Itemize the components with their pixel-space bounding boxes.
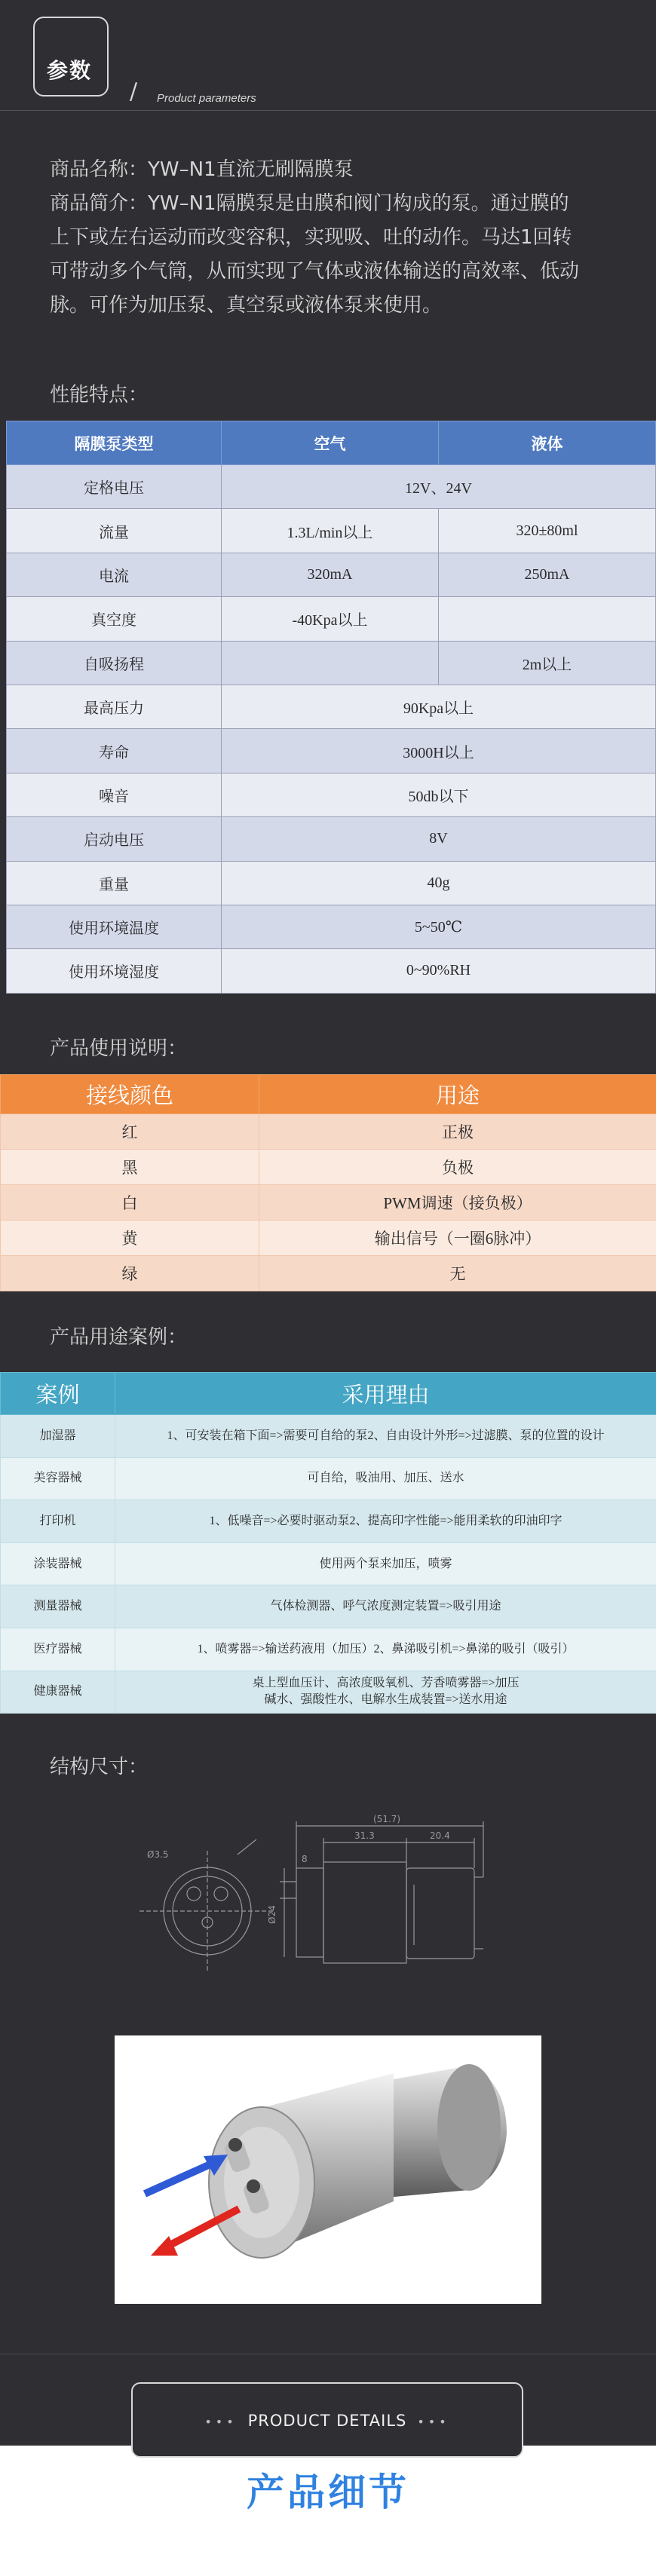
performance-title: 性能特点： [50, 384, 149, 406]
table-row [1, 1500, 656, 1543]
table-row [7, 817, 656, 861]
header-case: 案例 [1, 1373, 115, 1415]
product-details-label [133, 2412, 522, 2430]
row-value: 3000H以上 [222, 729, 656, 773]
table-row [7, 553, 656, 596]
header-divider [0, 110, 656, 111]
row-value-air: 1.3L/min以上 [222, 509, 439, 553]
wire-use: 负极 [259, 1150, 656, 1185]
table-row [1, 1185, 656, 1221]
case-name: 医疗器械 [1, 1628, 115, 1671]
header-subtitle: Product parameters [157, 92, 256, 105]
product-desc-line-2: 上下或左右运动而改变容积，实现吸、吐的动作。马达1回转 [50, 226, 572, 249]
row-value-air [222, 641, 439, 685]
case-name: 健康器械 [1, 1671, 115, 1714]
row-label: 自吸扬程 [7, 641, 222, 685]
pump-illustration [209, 2064, 507, 2258]
product-desc-line-3: 可带动多个气筒，从而实现了气体或液体输送的高效率、低动 [50, 260, 580, 283]
cases-table [0, 1372, 656, 1714]
case-reason-line-2: 碱水、强酸性水、电解水生成装置=>送水用途 [264, 1693, 507, 1707]
product-desc-line-4: 脉。可作为加压泵、真空泵或液体泵来使用。 [50, 294, 443, 317]
product-name-line: 商品名称：YW–N1直流无刷隔膜泵 [50, 158, 354, 181]
wire-use: 输出信号（一圈6脉冲） [259, 1221, 656, 1256]
table-row [7, 509, 656, 553]
wire-color: 红 [1, 1114, 259, 1150]
performance-table [6, 421, 656, 994]
wire-color: 黄 [1, 1221, 259, 1256]
table-row [7, 641, 656, 685]
case-reason [115, 1671, 656, 1714]
wire-use: PWM调速（接负极） [259, 1185, 656, 1221]
table-row [7, 861, 656, 905]
table-row [7, 949, 656, 993]
motor-side [406, 1868, 474, 1959]
row-label: 真空度 [7, 597, 222, 641]
table-row [1, 1150, 656, 1185]
dim-diameter: Ø24 [267, 1905, 277, 1924]
row-value-liquid: 2m以上 [439, 641, 656, 685]
table-row [7, 729, 656, 773]
case-name: 美容器械 [1, 1457, 115, 1500]
table-row [1, 1256, 656, 1291]
row-value-liquid: 250mA [439, 553, 656, 596]
product-photo [115, 2035, 541, 2304]
header-use: 用途 [259, 1075, 656, 1114]
case-name: 打印机 [1, 1500, 115, 1543]
table-row [1, 1585, 656, 1628]
structure-title: 结构尺寸： [50, 1756, 149, 1778]
table-row [1, 1457, 656, 1500]
case-reason: 1、低噪音=>必要时驱动泵2、提高印字性能=>能用柔软的印油印字 [115, 1500, 656, 1543]
wire-use: 正极 [259, 1114, 656, 1150]
row-value-air: -40Kpa以上 [222, 597, 439, 641]
case-reason: 1、喷雾器=>输送药液用（加压）2、鼻涕吸引机=>鼻涕的吸引（吸引） [115, 1628, 656, 1671]
dim-overall-length: (51.7) [373, 1814, 401, 1824]
case-reason: 可自给，吸油用、加压、送水 [115, 1457, 656, 1500]
row-value: 5~50℃ [222, 905, 656, 948]
table-row [7, 465, 656, 509]
product-details-text: PRODUCT DETAILS [247, 2412, 407, 2430]
usage-title: 产品使用说明： [50, 1037, 188, 1060]
wire-color: 黑 [1, 1150, 259, 1185]
table-row [1, 1542, 656, 1585]
wire-color: 白 [1, 1185, 259, 1221]
usage-table [0, 1074, 656, 1291]
row-value: 90Kpa以上 [222, 685, 656, 728]
table-row [1, 1221, 656, 1256]
row-value: 8V [222, 817, 656, 861]
row-label: 寿命 [7, 729, 222, 773]
row-value: 50db以下 [222, 773, 656, 816]
row-label: 噪音 [7, 773, 222, 816]
product-details-cn-title: 产品细节 [247, 2470, 409, 2514]
dim-port-note: Ø3.5 [147, 1849, 169, 1860]
performance-header-row [7, 421, 656, 465]
table-row [1, 1114, 656, 1150]
table-row [7, 597, 656, 641]
table-row [1, 1415, 656, 1458]
section-tag-box [33, 17, 109, 96]
header-reason: 采用理由 [115, 1373, 656, 1415]
row-value-liquid [439, 597, 656, 641]
case-reason: 使用两个泵来加压，喷雾 [115, 1542, 656, 1585]
dim-body-length: 31.3 [354, 1830, 375, 1841]
row-label: 使用环境湿度 [7, 949, 222, 993]
header-slash: / [130, 78, 138, 105]
header-air: 空气 [222, 421, 439, 465]
row-value-air: 320mA [222, 553, 439, 596]
table-row [7, 905, 656, 948]
product-details-box [131, 2382, 523, 2458]
dim-motor-length: 20.4 [430, 1830, 450, 1841]
section-tag-label: 参数 [47, 58, 93, 83]
header-liquid: 液体 [439, 421, 656, 465]
row-label: 最高压力 [7, 685, 222, 728]
pump-head-side [296, 1868, 323, 1957]
row-label: 流量 [7, 509, 222, 553]
product-desc-line-1: 商品简介：YW–N1隔膜泵是由膜和阀门构成的泵。通过膜的 [50, 192, 569, 215]
row-label: 电流 [7, 553, 222, 596]
product-intro [50, 153, 608, 323]
row-label: 定格电压 [7, 465, 222, 509]
wire-use: 无 [259, 1256, 656, 1291]
case-reason-line-1: 桌上型血压计、高浓度吸氧机、芳香喷雾器=>加压 [252, 1677, 520, 1690]
case-reason: 气体检测器、呼气浓度测定装置=>吸引用途 [115, 1585, 656, 1628]
dots-right: ••• [417, 2414, 450, 2429]
header-wire-color: 接线颜色 [1, 1075, 259, 1114]
usage-header-row [1, 1075, 656, 1114]
pump-body-side [323, 1862, 406, 1963]
wire-color: 绿 [1, 1256, 259, 1291]
case-name: 测量器械 [1, 1585, 115, 1628]
table-row [7, 685, 656, 728]
case-name: 涂装器械 [1, 1542, 115, 1585]
table-row [1, 1628, 656, 1671]
dim-head-length: 8 [302, 1854, 308, 1864]
row-value: 40g [222, 861, 656, 905]
row-value: 12V、24V [222, 465, 656, 509]
dimension-drawing [124, 1809, 532, 1998]
cases-header-row [1, 1373, 656, 1415]
row-label: 使用环境温度 [7, 905, 222, 948]
case-name: 加湿器 [1, 1415, 115, 1458]
row-label: 启动电压 [7, 817, 222, 861]
table-row [1, 1671, 656, 1714]
cases-title: 产品用途案例： [50, 1326, 188, 1349]
row-label: 重量 [7, 861, 222, 905]
case-reason: 1、可安装在箱下面=>需要可自给的泵2、自由设计外形=>过滤膜、泵的位置的设计 [115, 1415, 656, 1458]
table-row [7, 773, 656, 816]
dots-left: ••• [204, 2414, 238, 2429]
row-value: 0~90%RH [222, 949, 656, 993]
header-pump-type: 隔膜泵类型 [7, 421, 222, 465]
row-value-liquid: 320±80ml [439, 509, 656, 553]
